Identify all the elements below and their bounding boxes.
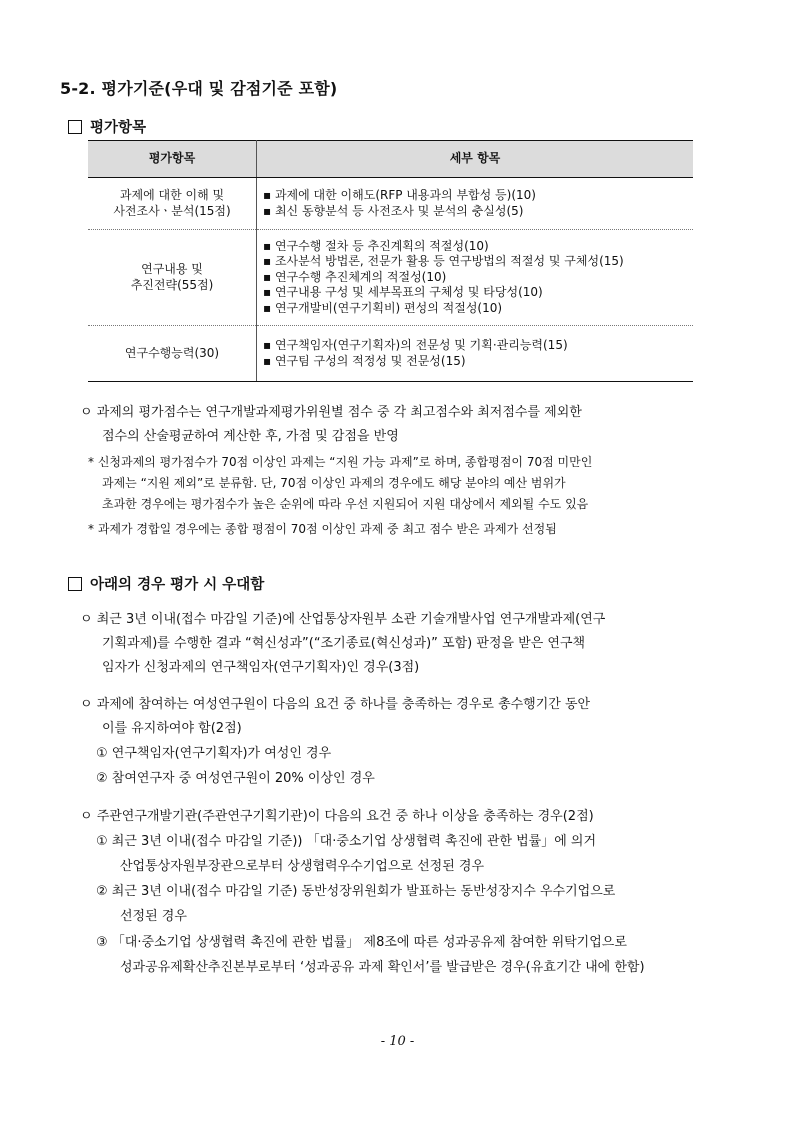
pref-subitem: ① 연구책임자(연구기획자)가 여성인 경우 — [96, 746, 332, 761]
pref-subitem: 성과공유제확산추진본부로부터 ‘성과공유 과제 확인서’를 발급받은 경우(유효기간 내에 한함) — [120, 960, 645, 975]
pref-subitem: 선정된 경우 — [120, 909, 187, 924]
checkbox-square-icon — [68, 120, 82, 134]
eval-note: 점수의 산술평균하여 계산한 후, 가점 및 감점을 반영 — [102, 429, 399, 444]
pref-heading-text: 아래의 경우 평가 시 우대함 — [90, 577, 265, 593]
item-line: 연구수행능력(30) — [124, 345, 220, 360]
star-note: 과제는 “지원 제외”로 분류함. 단, 70점 이상인 과제의 경우에도 해당 분야의 예산 범위가 — [102, 476, 566, 490]
item-line: 사전조사ㆍ분석(15점) — [113, 203, 231, 218]
page-number: - 10 - — [380, 1034, 415, 1049]
detail-line: ▪ 연구수행 절차 등 추진계획의 적절성(10) — [263, 238, 489, 253]
table-row — [88, 326, 693, 382]
detail-line: ▪ 최신 동향분석 등 사전조사 및 분석의 충실성(5) — [263, 203, 524, 218]
table-row — [88, 178, 693, 230]
item-line: 과제에 대한 이해 및 — [119, 188, 225, 202]
detail-line: ▪ 조사분석 방법론, 전문가 활용 등 연구방법의 적절성 및 구체성(15) — [263, 254, 624, 269]
col-header-detail: 세부 항목 — [257, 141, 694, 178]
pref-bullet: 기획과제)를 수행한 결과 “혁신성과”(“조기종료(혁신성과)” 포함) 판정을 받은 연구책 — [102, 636, 586, 651]
pref-subitem: 산업통상자원부장관으로부터 상생협력우수기업으로 선정된 경우 — [120, 859, 485, 874]
item-cell — [88, 178, 257, 230]
pref-subitem: ③ 「대·중소기업 상생협력 촉진에 관한 법률」 제8조에 따른 성과공유제 참여한 위탁기업으로 — [96, 935, 627, 950]
item-cell — [88, 230, 257, 326]
eval-heading-text: 평가항목 — [90, 120, 147, 136]
evaluation-table — [88, 140, 693, 382]
eval-note: ㅇ 과제의 평가점수는 연구개발과제평가위원별 점수 중 각 최고점수와 최저점수를 제외한 — [80, 405, 582, 420]
col-header-item: 평가항목 — [88, 141, 257, 178]
detail-cell — [257, 326, 694, 382]
detail-line: ▪ 연구책임자(연구기획자)의 전문성 및 기획·관리능력(15) — [263, 338, 568, 352]
detail-cell — [257, 178, 694, 230]
detail-cell — [257, 230, 694, 326]
star-note: * 신청과제의 평가점수가 70점 이상인 과제는 “지원 가능 과제”로 하며, 종합평점이 70점 미만인 — [88, 455, 593, 469]
detail-line: ▪ 연구개발비(연구기획비) 편성의 적절성(10) — [263, 300, 503, 315]
pref-bullet: ㅇ 최근 3년 이내(접수 마감일 기준)에 산업통상자원부 소관 기술개발사업 연구개발과제(연구 — [80, 612, 606, 627]
pref-bullet: 이를 유지하여야 함(2점) — [102, 721, 242, 736]
detail-line: ▪ 연구내용 구성 및 세부목표의 구체성 및 타당성(10) — [263, 285, 543, 300]
detail-line: ▪ 과제에 대한 이해도(RFP 내용과의 부합성 등)(10) — [263, 188, 536, 202]
star-note: 초과한 경우에는 평가점수가 높은 순위에 따라 우선 지원되어 지원 대상에서 제외될 수도 있음 — [102, 497, 589, 511]
pref-subitem: ② 참여연구자 중 여성연구원이 20% 이상인 경우 — [96, 771, 375, 786]
item-line: 추진전략(55점) — [130, 277, 214, 292]
pref-subitem: ② 최근 3년 이내(접수 마감일 기준) 동반성장위원회가 발표하는 동반성장지수 우수기업으로 — [96, 884, 616, 899]
eval-heading — [68, 116, 146, 137]
pref-bullet: 임자가 신청과제의 연구책임자(연구기획자)인 경우(3점) — [102, 660, 420, 675]
pref-subitem: ① 최근 3년 이내(접수 마감일 기준)) 「대·중소기업 상생협력 촉진에 관한 법률」에 의거 — [96, 834, 597, 849]
detail-line: ▪ 연구팀 구성의 적정성 및 전문성(15) — [263, 353, 466, 368]
checkbox-square-icon — [68, 577, 82, 591]
pref-bullet: ㅇ 과제에 참여하는 여성연구원이 다음의 요건 중 하나를 충족하는 경우로 총수행기간 동안 — [80, 697, 591, 712]
detail-line: ▪ 연구수행 추진체계의 적절성(10) — [263, 269, 447, 284]
section-title: 5-2. 평가기준(우대 및 감점기준 포함) — [60, 79, 338, 98]
item-line: 연구내용 및 — [141, 262, 203, 276]
star-note: * 과제가 경합일 경우에는 종합 평점이 70점 이상인 과제 중 최고 점수 받은 과제가 선정됨 — [88, 522, 557, 536]
pref-bullet: ㅇ 주관연구개발기관(주관연구기획기관)이 다음의 요건 중 하나 이상을 충족하는 경우(2점) — [80, 809, 594, 824]
item-cell — [88, 326, 257, 382]
table-row — [88, 230, 693, 326]
pref-heading — [68, 573, 264, 594]
